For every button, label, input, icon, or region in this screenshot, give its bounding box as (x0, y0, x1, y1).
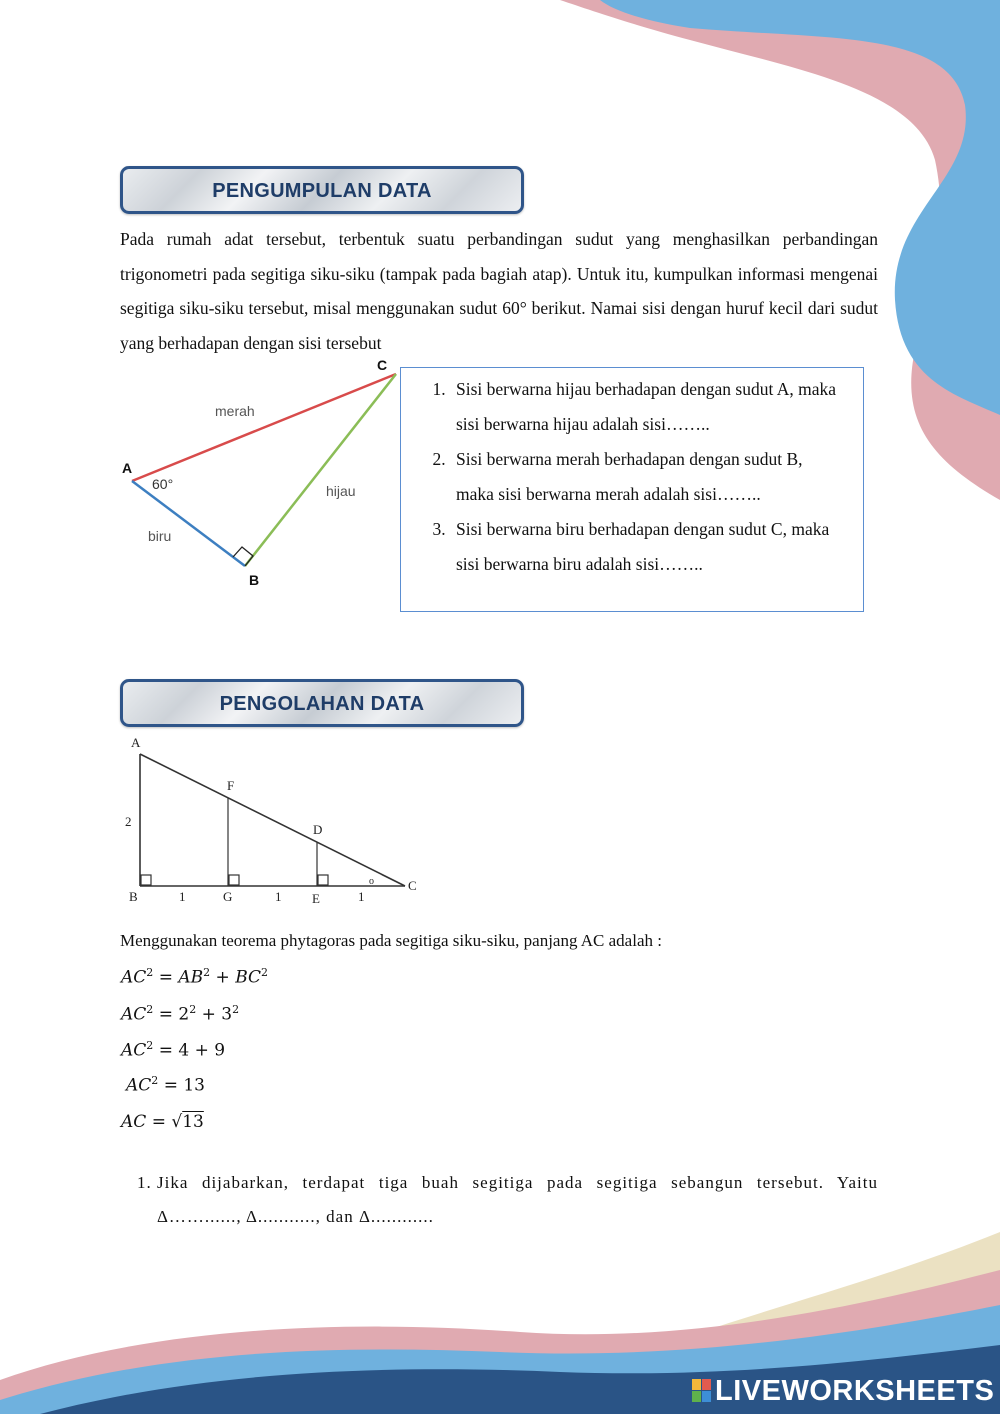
equation-line-1: $AC^2 = AB^2 + BC^2$ (121, 966, 269, 988)
section-banner-pengolahan (120, 679, 524, 727)
right-angle-mark-g (229, 875, 239, 885)
equation-line-4: $AC^2 = 13$ (126, 1074, 205, 1096)
point-label-e: E (312, 891, 320, 906)
equation-line-2: $AC^2 = 2^2 + 3^2$ (121, 1003, 240, 1025)
equation-line-3: $AC^2 = 4 + 9$ (121, 1039, 226, 1061)
point-label-f: F (227, 778, 235, 793)
vertex-label-c: C (377, 357, 388, 373)
side-ac (140, 754, 405, 886)
section-banner-pengumpulan (120, 166, 524, 214)
section-title-pengolahan: PENGOLAHAN DATA (219, 693, 425, 715)
length-label-ge: 1 (275, 889, 282, 904)
section-title-pengumpulan: PENGUMPULAN DATA (212, 180, 432, 202)
pythagoras-intro: Menggunakan teorema phytagoras pada segitiga siku-siku, panjang AC adalah : (120, 931, 662, 950)
equation-line-5: AC = √13 (121, 1112, 204, 1132)
right-angle-mark-e (318, 875, 328, 885)
question-item: 2. Sisi berwarna merah berhadapan dengan sudut B, maka sisi berwarna merah adalah sisi…….. (450, 442, 843, 512)
final-question-item: 1. Jika dijabarkan, terdapat tiga buah segitiga pada segitiga sebangun tersebut. Yaitu Δ……......, Δ..........., dan Δ............ (157, 1166, 878, 1234)
side-label-merah: merah (215, 403, 255, 419)
final-question (120, 1166, 878, 1234)
point-label-b: B (129, 889, 138, 904)
point-label-c: C (408, 878, 417, 893)
similar-triangles-figure (120, 732, 425, 910)
liveworksheets-icon (692, 1379, 712, 1403)
side-label-hijau: hijau (326, 483, 356, 499)
side-blue (132, 481, 245, 566)
point-label-d: D (313, 822, 323, 837)
side-green (245, 374, 396, 566)
vertex-label-b: B (249, 572, 260, 588)
question-item: 3. Sisi berwarna biru berhadapan dengan sudut C, maka sisi berwarna biru adalah sisi…….. (450, 512, 843, 582)
angle-mark-c: o (369, 876, 374, 887)
length-label-ec: 1 (358, 889, 365, 904)
question-item: 1. Sisi berwarna hijau berhadapan dengan sudut A, maka sisi berwarna hijau adalah sisi…….. (450, 372, 843, 442)
side-red (132, 374, 396, 481)
intro-paragraph: Pada rumah adat tersebut, terbentuk suatu perbandingan sudut yang menghasilkan perbandingan trigonometri pada segitiga siku-siku (tampak pada bagiah atap). Untuk itu, kumpulkan informasi mengenai segitiga siku-siku tersebut, misal menggunakan sudut 60° berikut. Namai sisi dengan huruf kecil dari sudut yang berhadapan dengan sisi tersebut (120, 229, 878, 353)
length-label-ab: 2 (125, 814, 132, 829)
vertex-label-a: A (122, 460, 133, 476)
side-label-biru: biru (148, 528, 172, 544)
question-list (401, 368, 863, 582)
length-label-bg: 1 (179, 889, 186, 904)
angle-label-60: 60° (152, 476, 174, 492)
point-label-g: G (223, 889, 233, 904)
point-label-a: A (131, 735, 141, 750)
colored-triangle-figure (118, 352, 403, 592)
liveworksheets-logo: LIVEWORKSHEETS (692, 1375, 994, 1408)
question-box (400, 367, 864, 612)
right-angle-mark-b (141, 875, 151, 885)
